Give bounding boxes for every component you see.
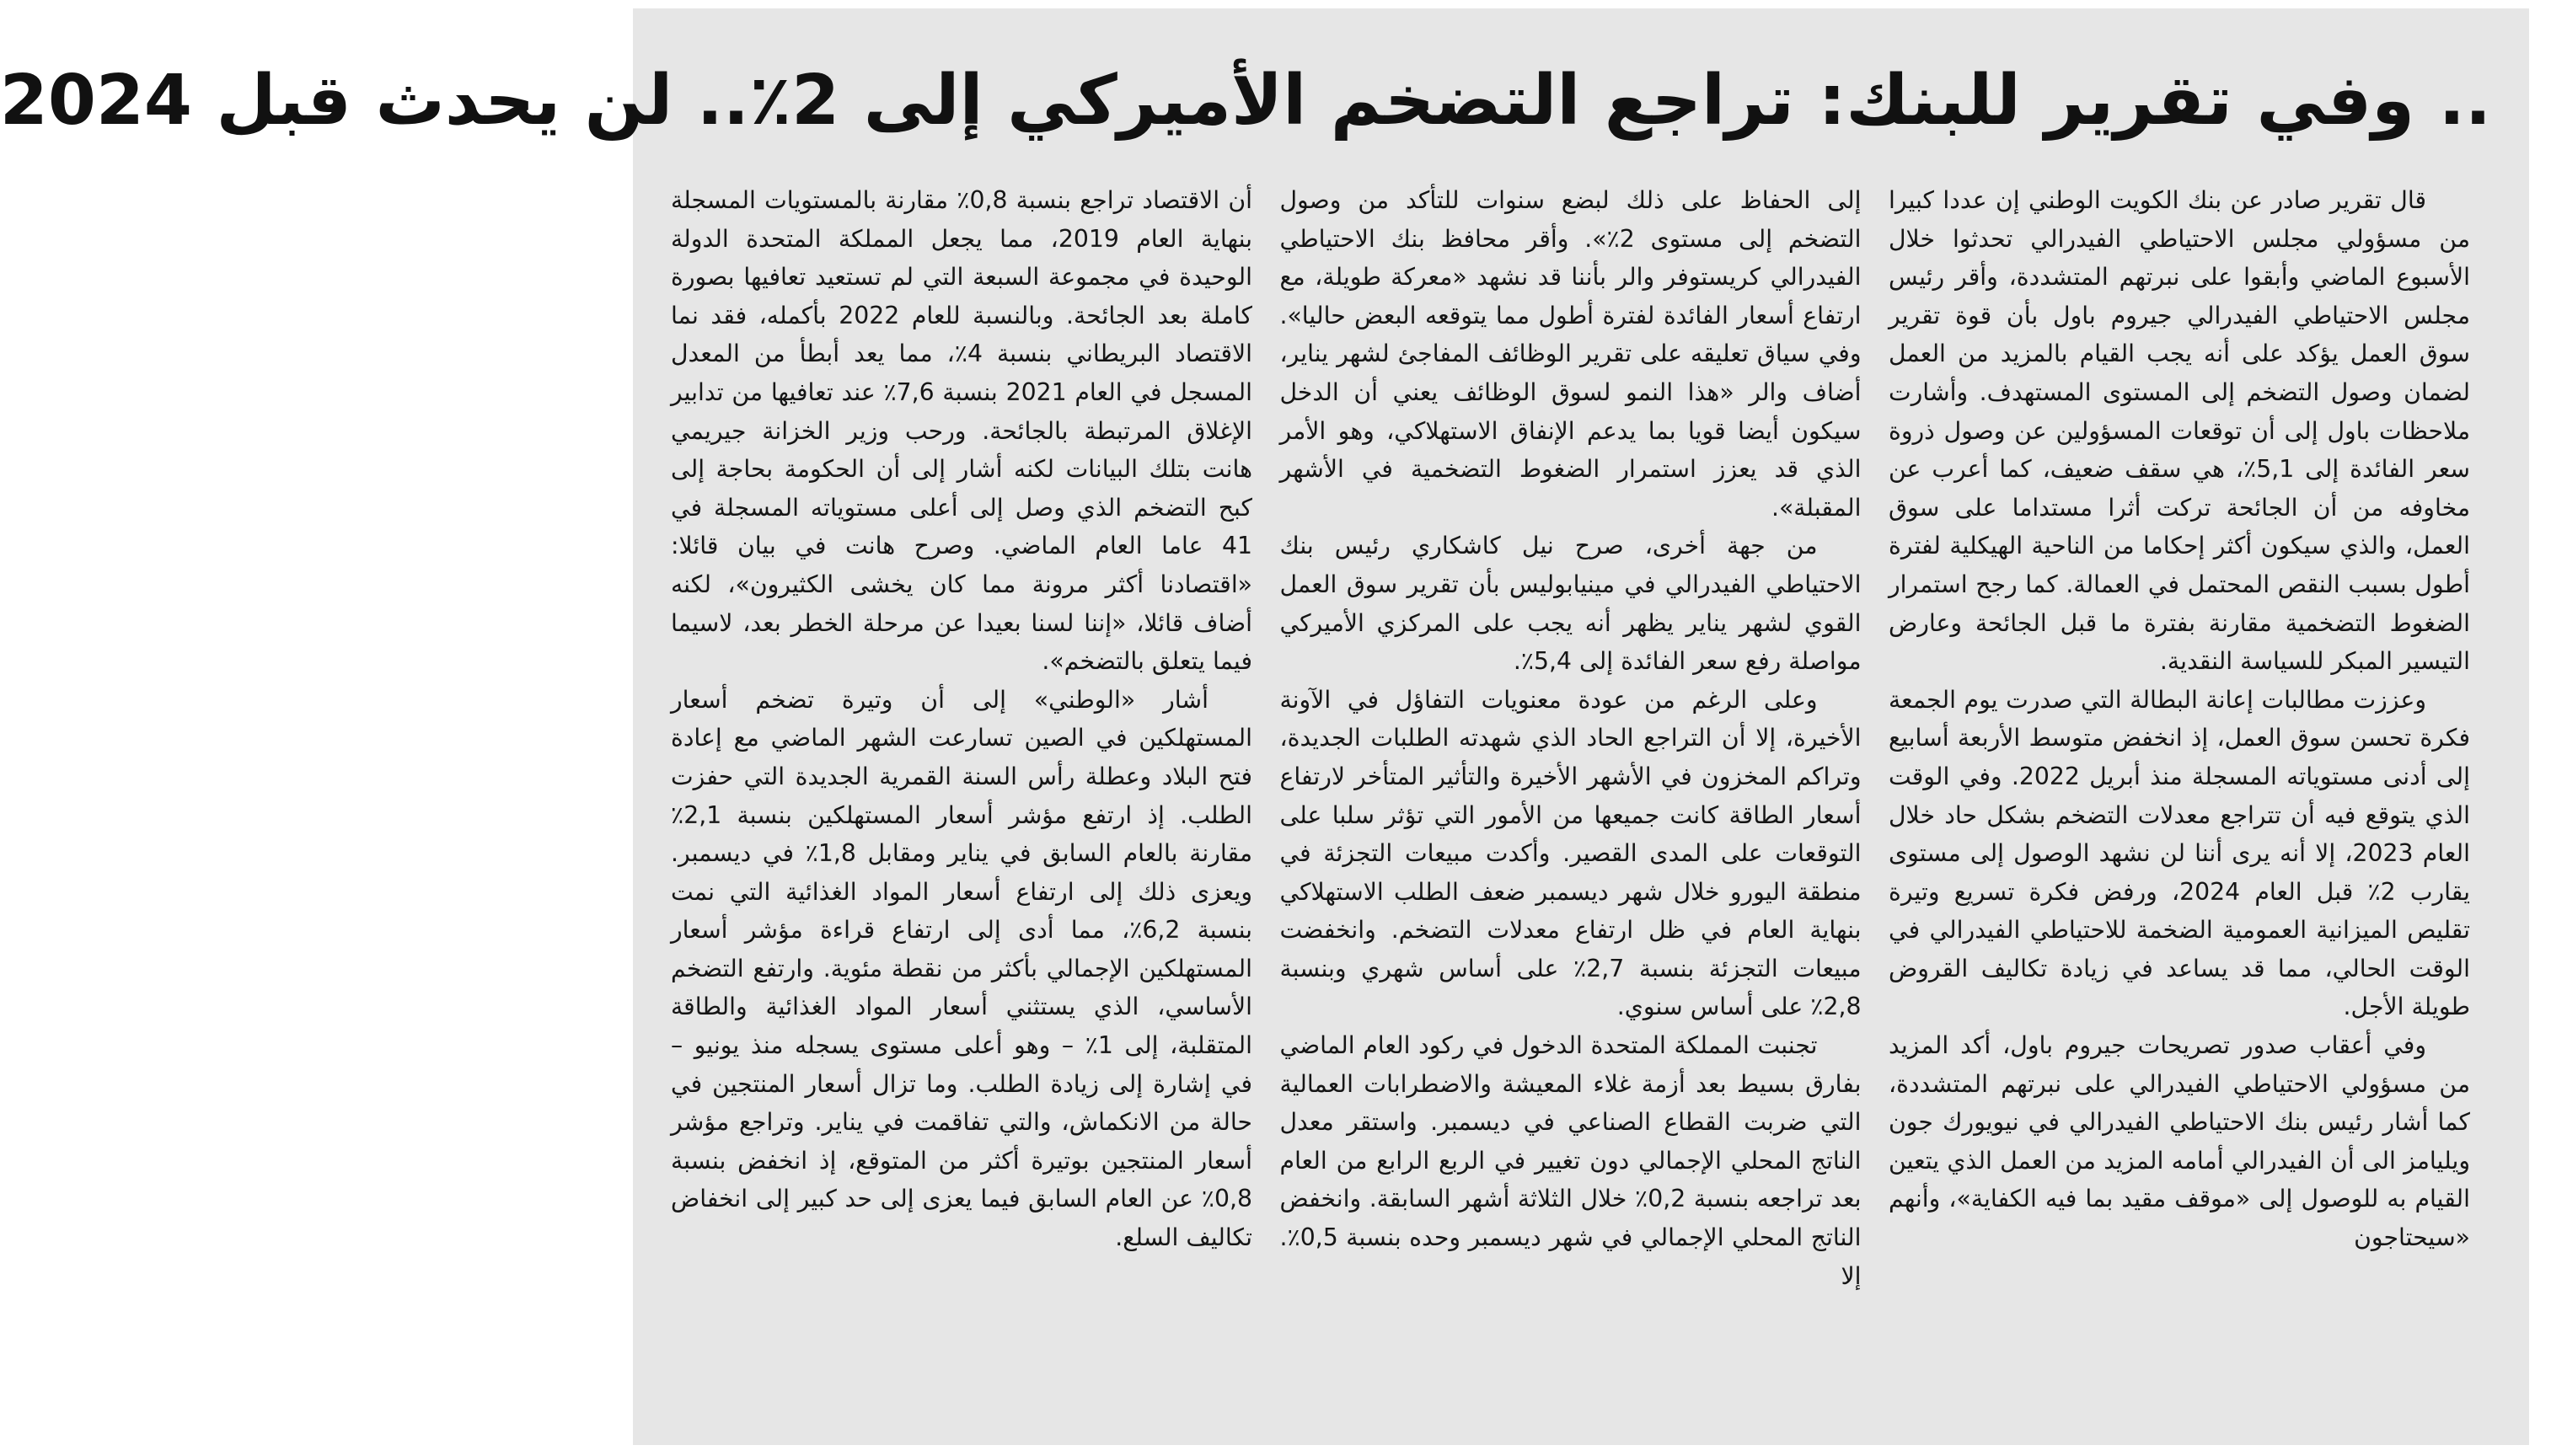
article-headline: .. وفي تقرير للبنك: تراجع التضخم الأميركي إلى 2٪.. لن يحدث قبل 2024 bbox=[0, 61, 2491, 141]
column-1-paragraph-2: وعززت مطالبات إعانة البطالة التي صدرت يوم الجمعة فكرة تحسن سوق العمل، إذ انخفض متوسط الأربعة أسابيع إلى أدنى مستوياته المسجلة منذ أبريل 2022. وفي الوقت الذي يتوقع فيه أن تتراجع معدلات التضخم بشكل حاد خلال العام 2023، إلا أنه يرى أننا لن نشهد الوصول إلى مستوى يقارب 2٪ قبل العام 2024، ورفض فكرة تسريع وتيرة تقليص الميزانية العمومية الضخمة للاحتياطي الفيدرالي في الوقت الحالي، مما قد يساعد في زيادة تكاليف القروض طويلة الأجل. bbox=[1889, 685, 2470, 1021]
column-3-paragraph-1: أن الاقتصاد تراجع بنسبة 0,8٪ مقارنة بالمستويات المسجلة بنهاية العام 2019، مما يجعل المملكة المتحدة الدولة الوحيدة في مجموعة السبعة التي لم تستعيد تعافيها بصورة كاملة بعد الجائحة. وبالنسبة للعام 2022 بأكمله، فقد نما الاقتصاد البريطاني بنسبة 4٪، مما يعد أبطأ من المعدل المسجل في العام 2021 بنسبة 7,6٪ عند تعافيها من تدابير الإغلاق المرتبطة بالجائحة. ورحب وزير الخزانة جيريمي هانت بتلك البيانات لكنه أشار إلى أن الحكومة بحاجة إلى كبح التضخم الذي وصل إلى أعلى مستوياته المسجلة في 41 عاما العام الماضي. وصرح هانت في بيان قائلا: «اقتصادنا أكثر مرونة مما كان يخشى الكثيرون»، لكنه أضاف قائلا، «إننا لسنا بعيدا عن مرحلة الخطر بعد، لاسيما فيما يتعلق بالتضخم». bbox=[671, 186, 1252, 676]
article-column-1 bbox=[1889, 181, 2470, 1424]
newspaper-page bbox=[0, 8, 2529, 1445]
column-2-paragraph-4: تجنبت المملكة المتحدة الدخول في ركود العام الماضي بفارق بسيط بعد أزمة غلاء المعيشة والاضطرابات العمالية التي ضربت القطاع الصناعي في ديسمبر. واستقر معدل الناتج المحلي الإجمالي دون تغيير في الربع الرابع من العام بعد تراجعه بنسبة 0,2٪ خلال الثلاثة أشهر السابقة. وانخفض الناتج المحلي الإجمالي في شهر ديسمبر وحده بنسبة 0,5٪. إلا bbox=[1279, 1031, 1862, 1290]
column-2-paragraph-3: وعلى الرغم من عودة معنويات التفاؤل في الآونة الأخيرة، إلا أن التراجع الحاد الذي شهدته الطلبات الجديدة، وتراكم المخزون في الأشهر الأخيرة والتأثير المتأخر لارتفاع أسعار الطاقة كانت جميعها من الأمور التي تؤثر سلبا على التوقعات على المدى القصير. وأكدت مبيعات التجزئة في منطقة اليورو خلال شهر ديسمبر ضعف الطلب الاستهلاكي بنهاية العام في ظل ارتفاع معدلات التضخم. وانخفضت مبيعات التجزئة بنسبة 2,7٪ على أساس شهري وبنسبة 2,8٪ على أساس سنوي. bbox=[1279, 685, 1862, 1021]
article-columns bbox=[671, 181, 2470, 1424]
article-column-3 bbox=[671, 181, 1252, 1424]
article-column-2 bbox=[1280, 181, 1862, 1424]
column-2-paragraph-1: إلى الحفاظ على ذلك لبضع سنوات للتأكد من وصول التضخم إلى مستوى 2٪». وأقر محافظ بنك الاحتياطي الفيدرالي كريستوفر والر بأننا قد نشهد «معركة طويلة، مع ارتفاع أسعار الفائدة لفترة أطول مما يتوقعه البعض حاليا». وفي سياق تعليقه على تقرير الوظائف المفاجئ لشهر يناير، أضاف والر «هذا النمو لسوق الوظائف يعني أن الدخل سيكون أيضا قويا بما يدعم الإنفاق الاستهلاكي، وهو الأمر الذي قد يعزز استمرار الضغوط التضخمية في الأشهر المقبلة». bbox=[1279, 186, 1862, 522]
column-1-paragraph-3: وفي أعقاب صدور تصريحات جيروم باول، أكد المزيد من مسؤولي الاحتياطي الفيدرالي على نبرتهم المتشددة، كما أشار رئيس بنك الاحتياطي الفيدرالي في نيويورك جون ويليامز الى أن الفيدرالي أمامه المزيد من العمل الذي يتعين القيام به للوصول إلى «موقف مقيد بما فيه الكفاية»، وأنهم «سيحتاجون bbox=[1889, 1031, 2470, 1252]
column-2-paragraph-2: من جهة أخرى، صرح نيل كاشكاري رئيس بنك الاحتياطي الفيدرالي في مينيابوليس بأن تقرير سوق العمل القوي لشهر يناير يظهر أنه يجب على المركزي الأميركي مواصلة رفع سعر الفائدة إلى 5,4٪. bbox=[1279, 532, 1862, 676]
column-3-paragraph-2: أشار «الوطني» إلى أن وتيرة تضخم أسعار المستهلكين في الصين تسارعت الشهر الماضي مع إعادة فتح البلاد وعطلة رأس السنة القمرية الجديدة التي حفزت الطلب. إذ ارتفع مؤشر أسعار المستهلكين بنسبة 2,1٪ مقارنة بالعام السابق في يناير ومقابل 1,8٪ في ديسمبر. ويعزى ذلك إلى ارتفاع أسعار المواد الغذائية التي نمت بنسبة 6,2٪، مما أدى إلى ارتفاع قراءة مؤشر أسعار المستهلكين الإجمالي بأكثر من نقطة مئوية. وارتفع التضخم الأساسي، الذي يستثني أسعار المواد الغذائية والطاقة المتقلبة، إلى 1٪ – وهو أعلى مستوى يسجله منذ يونيو – في إشارة إلى زيادة الطلب. وما تزال أسعار المنتجين في حالة من الانكماش، والتي تفاقمت في يناير. وتراجع مؤشر أسعار المنتجين بوتيرة أكثر من المتوقع، إذ انخفض بنسبة 0,8٪ عن العام السابق فيما يعزى إلى حد كبير إلى انخفاض تكاليف السلع. bbox=[671, 685, 1252, 1252]
column-1-paragraph-1: قال تقرير صادر عن بنك الكويت الوطني إن عددا كبيرا من مسؤولي مجلس الاحتياطي الفيدرالي تحدثوا خلال الأسبوع الماضي وأبقوا على نبرتهم المتشددة، وأقر رئيس مجلس الاحتياطي الفيدرالي جيروم باول بأن قوة تقرير سوق العمل يؤكد على أنه يجب القيام بالمزيد من العمل لضمان وصول التضخم إلى المستوى المستهدف. وأشارت ملاحظات باول إلى أن توقعات المسؤولين عن وصول ذروة سعر الفائدة إلى 5,1٪، هي سقف ضعيف، كما أعرب عن مخاوفه من أن الجائحة تركت أثرا مستداما على سوق العمل، والذي سيكون أكثر إحكاما من الناحية الهيكلية لفترة أطول بسبب النقص المحتمل في العمالة. كما رجح استمرار الضغوط التضخمية مقارنة بفترة ما قبل الجائحة وعارض التيسير المبكر للسياسة النقدية. bbox=[1889, 186, 2470, 676]
